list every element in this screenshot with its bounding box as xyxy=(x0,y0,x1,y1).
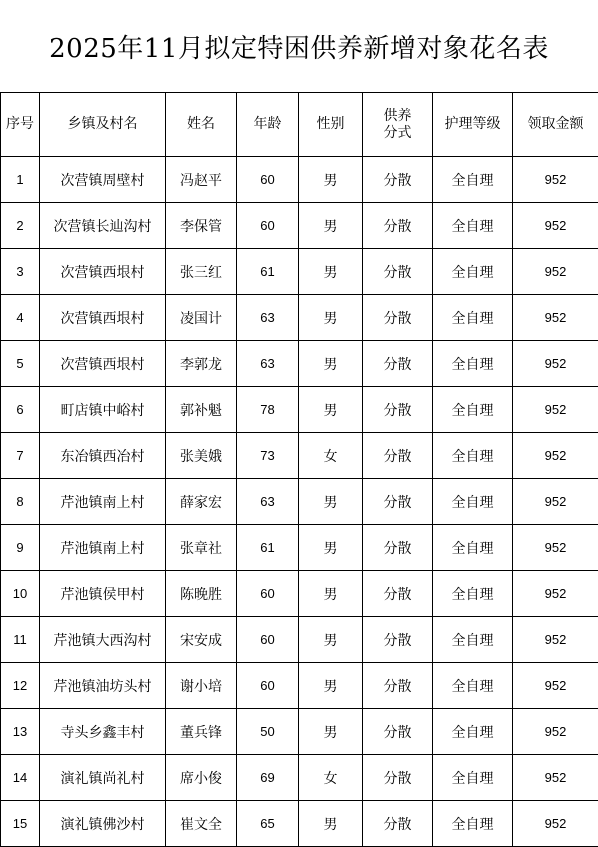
col-support-mode-cell: 分散 xyxy=(363,387,433,433)
header-row xyxy=(1,93,598,157)
recipient-table xyxy=(0,92,598,847)
col-index-cell: 8 xyxy=(1,479,40,525)
table-row xyxy=(1,479,598,525)
col-amount-header: 领取金额 xyxy=(513,93,598,157)
col-gender-cell: 男 xyxy=(299,663,363,709)
col-name-cell: 郭补魁 xyxy=(166,387,237,433)
col-care-level-cell: 全自理 xyxy=(433,249,513,295)
col-care-level-cell: 全自理 xyxy=(433,295,513,341)
col-care-level-cell: 全自理 xyxy=(433,663,513,709)
col-support-mode-cell: 分散 xyxy=(363,663,433,709)
col-support-mode-cell: 分散 xyxy=(363,433,433,479)
col-gender-cell: 男 xyxy=(299,387,363,433)
table-row xyxy=(1,249,598,295)
col-index-cell: 2 xyxy=(1,203,40,249)
table-row xyxy=(1,433,598,479)
col-amount-cell: 952 xyxy=(513,663,598,709)
col-gender-cell: 男 xyxy=(299,709,363,755)
col-name-cell: 崔文全 xyxy=(166,801,237,847)
col-age-cell: 78 xyxy=(237,387,299,433)
table-row xyxy=(1,387,598,433)
col-name-cell: 李郭龙 xyxy=(166,341,237,387)
col-age-cell: 73 xyxy=(237,433,299,479)
col-support-mode-cell: 分散 xyxy=(363,617,433,663)
col-gender-cell: 女 xyxy=(299,755,363,801)
col-gender-cell: 男 xyxy=(299,203,363,249)
col-index-cell: 12 xyxy=(1,663,40,709)
col-age-cell: 61 xyxy=(237,249,299,295)
col-name-cell: 宋安成 xyxy=(166,617,237,663)
col-age-cell: 60 xyxy=(237,203,299,249)
col-support-mode-cell: 分散 xyxy=(363,709,433,755)
col-age-cell: 60 xyxy=(237,663,299,709)
col-name-cell: 凌国计 xyxy=(166,295,237,341)
col-name-cell: 席小俊 xyxy=(166,755,237,801)
col-gender-cell: 女 xyxy=(299,433,363,479)
col-support-mode-cell: 分散 xyxy=(363,801,433,847)
col-town-village-cell: 演礼镇尚礼村 xyxy=(40,755,166,801)
col-amount-cell: 952 xyxy=(513,755,598,801)
table-row xyxy=(1,617,598,663)
col-care-level-cell: 全自理 xyxy=(433,525,513,571)
document-title: 2025年11月拟定特困供养新增对象花名表 xyxy=(49,33,549,64)
col-index-cell: 11 xyxy=(1,617,40,663)
col-town-village-cell: 芹池镇南上村 xyxy=(40,525,166,571)
col-care-level-header: 护理等级 xyxy=(433,93,513,157)
table-row xyxy=(1,801,598,847)
col-age-cell: 69 xyxy=(237,755,299,801)
table-row xyxy=(1,525,598,571)
col-care-level-cell: 全自理 xyxy=(433,157,513,203)
col-age-cell: 65 xyxy=(237,801,299,847)
col-index-cell: 7 xyxy=(1,433,40,479)
col-gender-cell: 男 xyxy=(299,479,363,525)
col-support-mode-cell: 分散 xyxy=(363,295,433,341)
col-index-cell: 5 xyxy=(1,341,40,387)
col-age-cell: 50 xyxy=(237,709,299,755)
col-amount-cell: 952 xyxy=(513,295,598,341)
col-age-cell: 60 xyxy=(237,617,299,663)
col-gender-cell: 男 xyxy=(299,295,363,341)
table-body xyxy=(1,157,598,847)
col-town-village-cell: 芹池镇侯甲村 xyxy=(40,571,166,617)
col-name-cell: 陈晚胜 xyxy=(166,571,237,617)
col-gender-header: 性别 xyxy=(299,93,363,157)
col-gender-cell: 男 xyxy=(299,617,363,663)
col-age-cell: 61 xyxy=(237,525,299,571)
col-index-cell: 3 xyxy=(1,249,40,295)
col-support-mode-cell: 分散 xyxy=(363,341,433,387)
table-row xyxy=(1,755,598,801)
col-town-village-cell: 次营镇西垠村 xyxy=(40,249,166,295)
col-age-header: 年龄 xyxy=(237,93,299,157)
col-amount-cell: 952 xyxy=(513,709,598,755)
col-care-level-cell: 全自理 xyxy=(433,571,513,617)
col-care-level-cell: 全自理 xyxy=(433,387,513,433)
col-name-cell: 张三红 xyxy=(166,249,237,295)
col-name-header: 姓名 xyxy=(166,93,237,157)
col-index-cell: 15 xyxy=(1,801,40,847)
col-town-village-cell: 寺头乡鑫丰村 xyxy=(40,709,166,755)
col-age-cell: 60 xyxy=(237,157,299,203)
col-town-village-cell: 次营镇周壁村 xyxy=(40,157,166,203)
col-town-village-cell: 芹池镇南上村 xyxy=(40,479,166,525)
table-header xyxy=(1,93,598,157)
table-row xyxy=(1,157,598,203)
col-care-level-cell: 全自理 xyxy=(433,755,513,801)
col-support-mode-cell: 分散 xyxy=(363,525,433,571)
col-support-mode-cell: 分散 xyxy=(363,249,433,295)
col-index-cell: 4 xyxy=(1,295,40,341)
col-amount-cell: 952 xyxy=(513,571,598,617)
col-gender-cell: 男 xyxy=(299,525,363,571)
col-name-cell: 冯赵平 xyxy=(166,157,237,203)
table-row xyxy=(1,571,598,617)
col-amount-cell: 952 xyxy=(513,617,598,663)
col-gender-cell: 男 xyxy=(299,571,363,617)
col-index-cell: 6 xyxy=(1,387,40,433)
table-row xyxy=(1,203,598,249)
col-gender-cell: 男 xyxy=(299,341,363,387)
col-name-cell: 董兵锋 xyxy=(166,709,237,755)
col-index-cell: 13 xyxy=(1,709,40,755)
col-support-mode-cell: 分散 xyxy=(363,755,433,801)
col-care-level-cell: 全自理 xyxy=(433,617,513,663)
col-support-mode-cell: 分散 xyxy=(363,157,433,203)
col-index-cell: 1 xyxy=(1,157,40,203)
col-amount-cell: 952 xyxy=(513,249,598,295)
col-support-mode-cell: 分散 xyxy=(363,203,433,249)
col-age-cell: 63 xyxy=(237,295,299,341)
col-amount-cell: 952 xyxy=(513,341,598,387)
col-town-village-cell: 次营镇长辿沟村 xyxy=(40,203,166,249)
col-index-cell: 10 xyxy=(1,571,40,617)
col-gender-cell: 男 xyxy=(299,157,363,203)
col-town-village-cell: 町店镇中峪村 xyxy=(40,387,166,433)
col-care-level-cell: 全自理 xyxy=(433,479,513,525)
table-row xyxy=(1,295,598,341)
col-index-cell: 14 xyxy=(1,755,40,801)
col-age-cell: 63 xyxy=(237,341,299,387)
col-name-cell: 张章社 xyxy=(166,525,237,571)
col-care-level-cell: 全自理 xyxy=(433,203,513,249)
col-amount-cell: 952 xyxy=(513,479,598,525)
col-name-cell: 李保管 xyxy=(166,203,237,249)
col-gender-cell: 男 xyxy=(299,801,363,847)
col-amount-cell: 952 xyxy=(513,203,598,249)
col-town-village-cell: 芹池镇油坊头村 xyxy=(40,663,166,709)
col-care-level-cell: 全自理 xyxy=(433,801,513,847)
col-amount-cell: 952 xyxy=(513,801,598,847)
col-name-cell: 张美娥 xyxy=(166,433,237,479)
col-index-cell: 9 xyxy=(1,525,40,571)
col-amount-cell: 952 xyxy=(513,157,598,203)
col-care-level-cell: 全自理 xyxy=(433,433,513,479)
col-support-mode-header: 供养 分式 xyxy=(363,93,433,157)
table-row xyxy=(1,341,598,387)
col-town-village-header: 乡镇及村名 xyxy=(40,93,166,157)
col-town-village-cell: 次营镇西垠村 xyxy=(40,295,166,341)
col-index-header: 序号 xyxy=(1,93,40,157)
col-support-mode-cell: 分散 xyxy=(363,479,433,525)
col-town-village-cell: 芹池镇大西沟村 xyxy=(40,617,166,663)
col-amount-cell: 952 xyxy=(513,525,598,571)
col-age-cell: 60 xyxy=(237,571,299,617)
col-amount-cell: 952 xyxy=(513,387,598,433)
col-care-level-cell: 全自理 xyxy=(433,341,513,387)
col-age-cell: 63 xyxy=(237,479,299,525)
col-name-cell: 薛家宏 xyxy=(166,479,237,525)
col-town-village-cell: 东冶镇西冶村 xyxy=(40,433,166,479)
col-gender-cell: 男 xyxy=(299,249,363,295)
col-name-cell: 谢小培 xyxy=(166,663,237,709)
col-amount-cell: 952 xyxy=(513,433,598,479)
table-row xyxy=(1,663,598,709)
col-support-mode-cell: 分散 xyxy=(363,571,433,617)
col-town-village-cell: 次营镇西垠村 xyxy=(40,341,166,387)
table-row xyxy=(1,709,598,755)
col-town-village-cell: 演礼镇佛沙村 xyxy=(40,801,166,847)
col-care-level-cell: 全自理 xyxy=(433,709,513,755)
